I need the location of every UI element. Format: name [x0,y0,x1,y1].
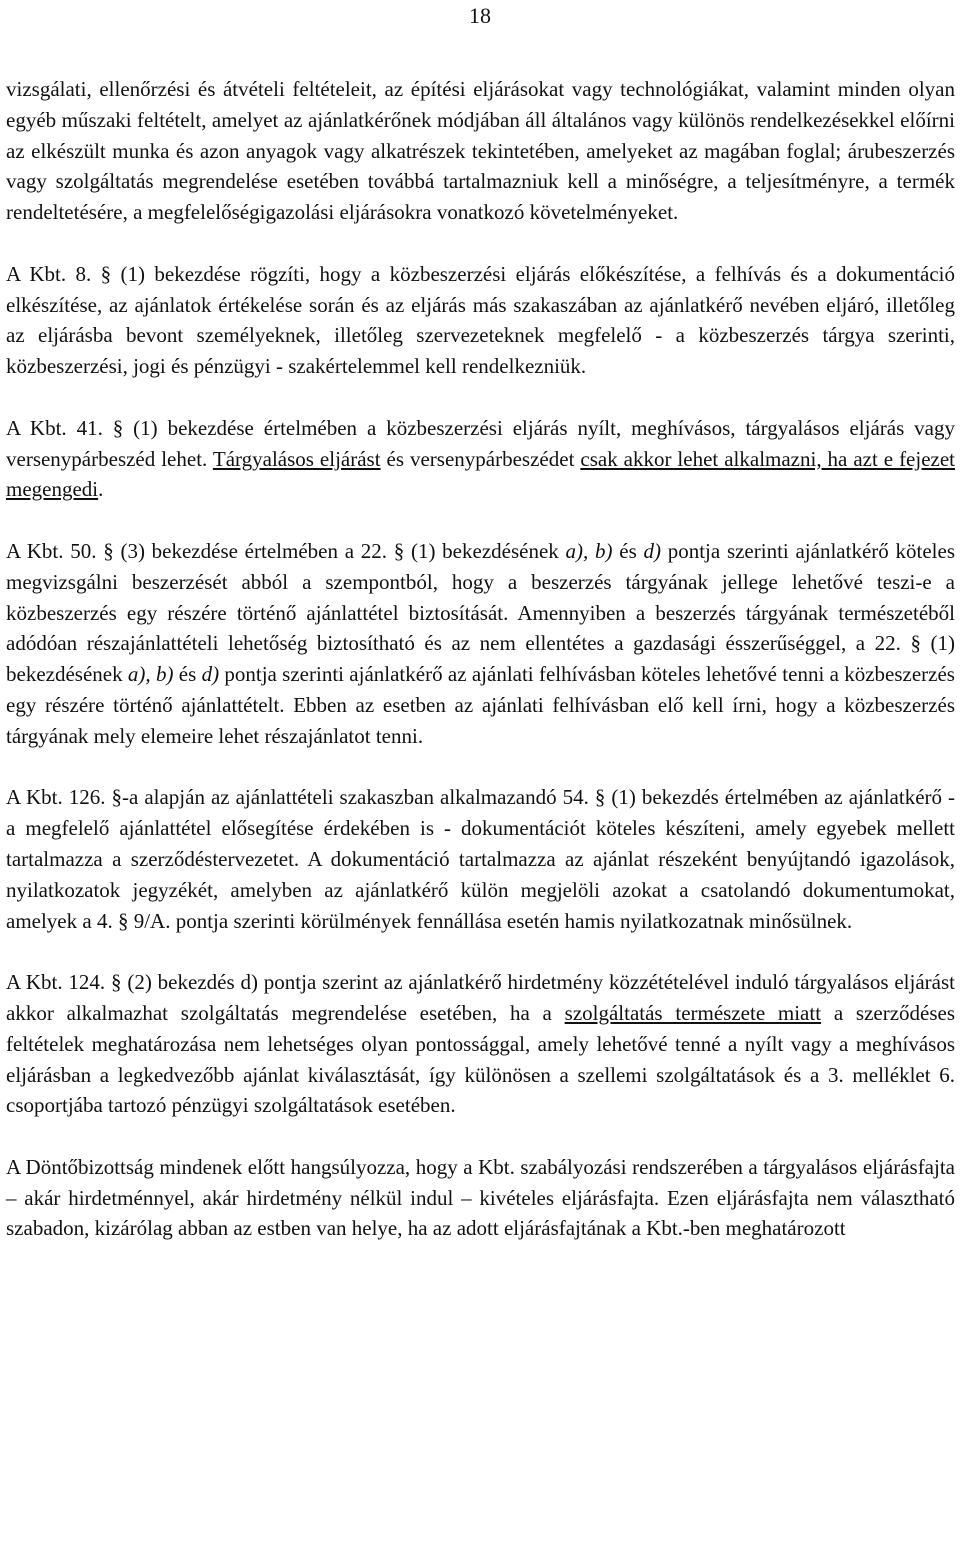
text-run: és versenypárbeszédet [380,446,581,471]
text-run: pontja szerinti ajánlatkérő köteles megvizsgálni beszerzését abból a szempontból, hogy a beszerzés tárgyának jellege lehetővé teszi-e a közbeszerzés egy részére történő ajánlattétel biztosítását. Amennyiben a beszerzés tárgyának természetéből adódóan részajánlattételi lehetőség biztosítható és az nem ellentétes a gazdasági ésszerűséggel, a 22. § (1) bekezdésének [6,538,955,687]
paragraph-dontobizottsag: A Döntőbizottság mindenek előtt hangsúlyozza, hogy a Kbt. szabályozási rendszerében a tárgyalásos eljárásfajta – akár hirdetménnyel, akár hirdetmény nélkül indul – kivételes eljárásfajta. Ezen eljárásfajta nem választható szabadon, kizárólag abban az estben van helye, ha az adott eljárásfajtának a Kbt.-ben meghatározott [6,1154,955,1241]
text-run: pontja szerinti ajánlatkérő az ajánlati felhívásban köteles lehetővé tenni a közbeszerzés egy részére történő ajánlattételt. Ebben az esetben az ajánlati felhívásban elő kell írni, hogy a közbeszerzés tárgyának mely elemeire lehet részajánlatot tenni. [6,662,955,748]
text-run: A Kbt. 124. § (2) bekezdés d) pontja szerint az ajánlatkérő hirdetmény közzétételével induló tárgyalásos eljárást akkor alkalmazhat szolgáltatás megrendelése esetében, ha a [6,970,955,1025]
italic-text: d) [201,662,220,687]
paragraph-kbt-50 [6,536,955,752]
text-run: és [173,662,202,687]
underlined-text: szolgáltatás természete miatt [564,1000,822,1025]
paragraph-kbt-41 [6,413,955,505]
text-run: és [612,538,644,563]
paragraph-kbt-8: A Kbt. 8. § (1) bekezdése rögzíti, hogy a közbeszerzési eljárás előkészítése, a felhívás és a dokumentáció elkészítése, az ajánlatok értékelése során és az eljárás más szakaszában az ajánlatkérő nevében eljáró, illetőleg az eljárásba bevont személyeknek, illetőleg szervezeteknek megfelelő - a közbeszerzés tárgya szerinti, közbeszerzési, jogi és pénzügyi - szakértelemmel kell rendelkezniük. [6,261,955,379]
text-run: . [98,477,104,502]
underlined-text: csak akkor lehet alkalmazni, ha azt e fejezet megengedi [6,446,956,502]
underlined-text: Tárgyalásos eljárást [212,446,381,471]
paragraph-kbt-126: A Kbt. 126. §-a alapján az ajánlattételi szakaszban alkalmazandó 54. § (1) bekezdés értelmében az ajánlatkérő - a megfelelő ajánlattétel elősegítése érdekében is - dokumentációt köteles készíteni, amely egyebek mellett tartalmazza a szerződéstervezetet. A dokumentáció tartalmazza az ajánlat részeként benyújtandó igazolások, nyilatkozatok jegyzékét, amelyben az ajánlatkérő külön megjelöli azokat a csatolandó dokumentumokat, amelyek a 4. § 9/A. pontja szerinti körülmények fennállása esetén hamis nyilatkozatnak minősülnek. [6,785,955,933]
italic-text: a), b) [565,538,613,563]
text-run: a szerződéses feltételek meghatározása nem lehetséges olyan pontossággal, amely lehetővé tenné a nyílt vagy a meghívásos eljárásban a legkedvezőbb ajánlat kiválasztását, így különösen a szellemi szolgáltatások és a 3. melléklet 6. csoportjába tartozó pénzügyi szolgáltatások esetében. [6,1000,956,1118]
document-body [6,74,955,1275]
page-number: 18 [469,3,491,28]
text-run: A Kbt. 50. § (3) bekezdése értelmében a 22. § (1) bekezdésének [6,538,566,563]
paragraph-technical-requirements: vizsgálati, ellenőrzési és átvételi feltételeit, az építési eljárásokat vagy technológiákat, valamint minden olyan egyéb műszaki feltételt, amelyet az ajánlatkérőnek módjában áll általános vagy különös rendelkezésekkel előírni az elkészült munka és azon anyagok vagy alkatrészek tekintetében, amelyeket az magában foglal; árubeszerzés vagy szolgáltatás megrendelése esetében továbbá tartalmazniuk kell a minőségre, a teljesítményre, a termék rendeltetésére, a megfelelőségigazolási eljárásokra vonatkozó követelményeket. [6,77,955,225]
paragraph-kbt-124 [6,967,955,1121]
italic-text: a), b) [127,662,174,687]
italic-text: d) [643,538,661,563]
text-run: A Kbt. 41. § (1) bekezdése értelmében a közbeszerzési eljárás nyílt, meghívásos, tárgyalásos eljárás vagy versenypárbeszéd lehet. [6,415,955,471]
